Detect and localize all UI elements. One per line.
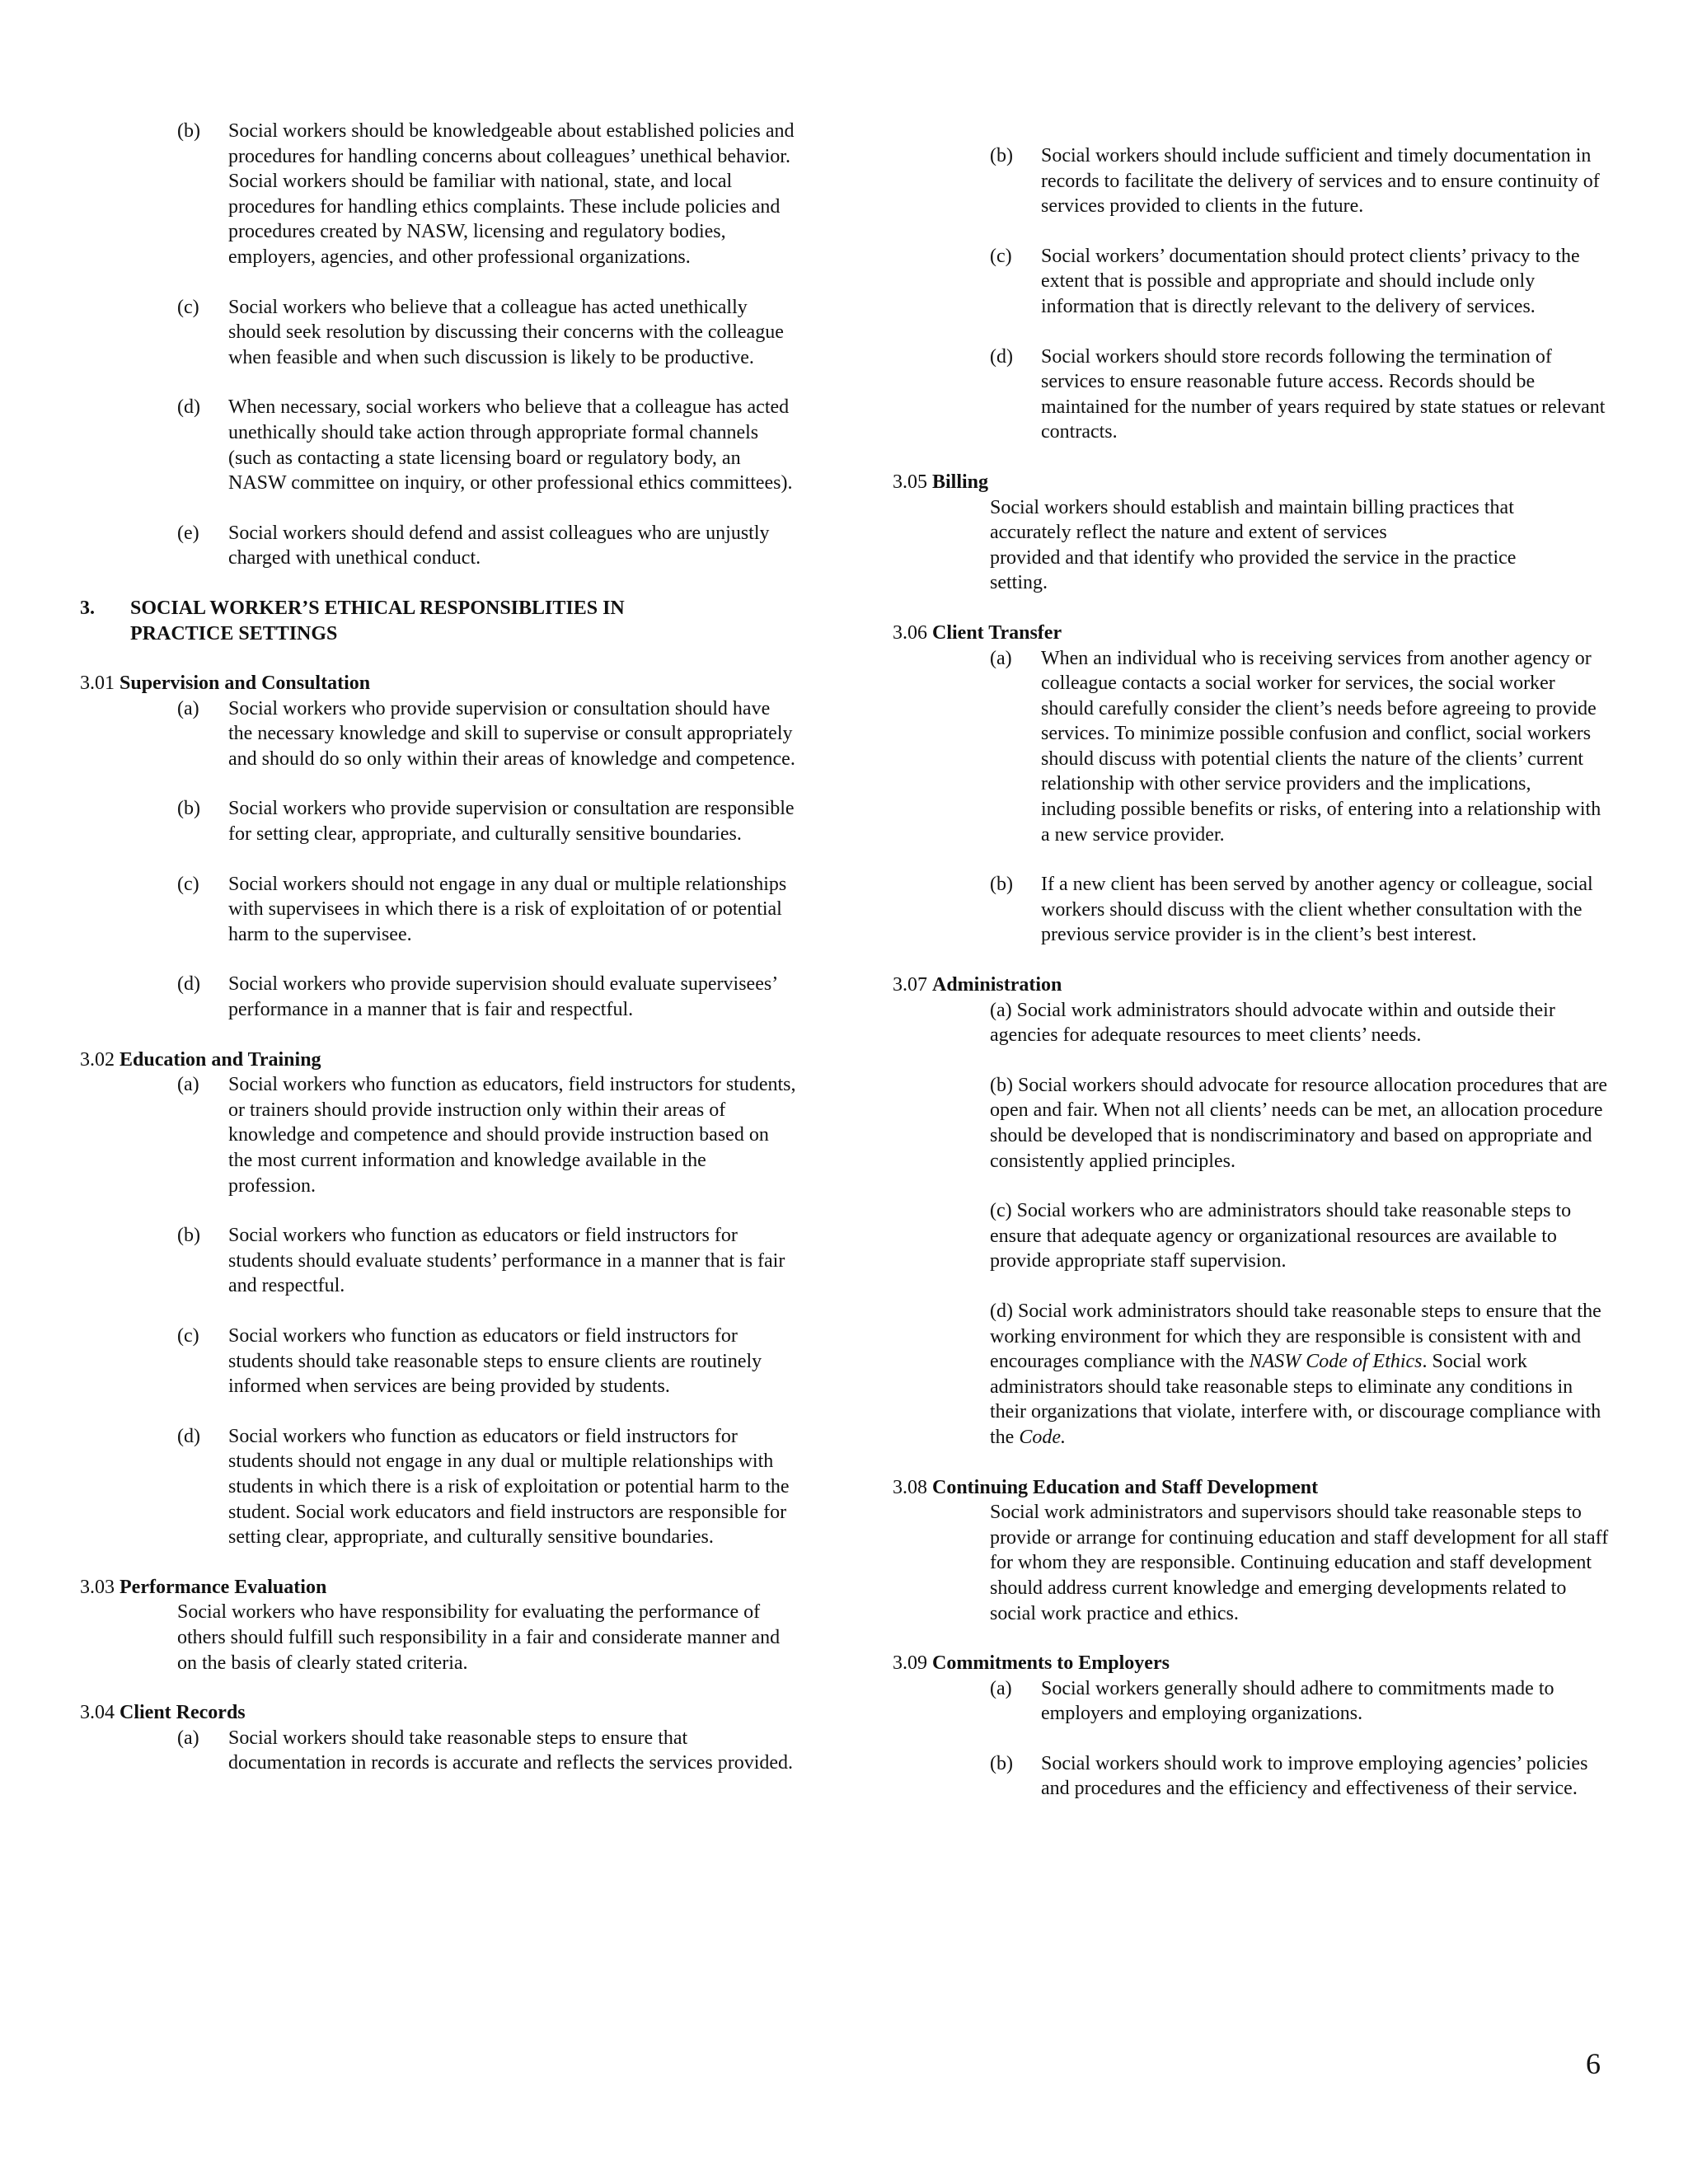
- list-item: (c) Social workers should not engage in any dual or multiple relationships with supervisees in which there is a risk of exploitation of or potential harm to the supervisee.: [177, 873, 787, 945]
- paragraph: (b) Social workers should advocate for resource allocation procedures that are open and fair. When not all clients’ needs can be met, an allocation procedure should be developed that is nondiscriminatory and based on appropriate and consistently applied principles.: [990, 1074, 1608, 1172]
- paragraph: (c) Social workers who are administrators should take reasonable steps to ensure that adequate agency or organizational resources are available to provide appropriate staff supervision.: [990, 1200, 1572, 1272]
- paragraph: Social workers who have responsibility for evaluating the performance of others should fulfill such responsibility in a fair and considerate manner and on the basis of clearly stated criteria.: [177, 1601, 781, 1674]
- paragraph: Social workers should establish and maintain billing practices that accurately reflect the nature and extent of services provided and that identify who provided the service in the practice setting.: [990, 496, 1517, 594]
- list-item: (d) When necessary, social workers who believe that a colleague has acted unethically should take action through appropriate formal channels (such as contacting a state licensing board or regulatory body, an NASW committee on inquiry, or other professional ethics committees).: [177, 396, 793, 494]
- list-item: (d) Social workers who function as educators or field instructors for students should not engage in any dual or multiple relationships with students in which there is a risk of exploitation or potential harm to the student. Social work educators and field instructors are responsible for setting clear, appropriate, and culturally sensitive boundaries.: [177, 1425, 790, 1549]
- list-item: (b) Social workers should be knowledgeable about established policies and procedures for handling concerns about colleagues’ unethical behavior. Social workers should be familiar with national, state, and local procedures for handling ethics complaints. These include policies and procedures created by NASW, licensing and regulatory bodies, employers, agencies, and other professional organizations.: [177, 120, 795, 268]
- list-item: (c) Social workers’ documentation should protect clients’ privacy to the extent that is possible and appropriate and should include only information that is directly relevant to the delivery of services.: [990, 245, 1580, 317]
- paragraph: (a) Social work administrators should advocate within and outside their agencies for adequate resources to meet clients’ needs.: [990, 999, 1555, 1047]
- list-item: (b) Social workers should include sufficient and timely documentation in records to facilitate the delivery of services and to ensure continuity of services provided to clients in the future.: [990, 145, 1600, 218]
- subsection-heading-3-05: 3.05 Billing: [893, 471, 989, 493]
- list-item: (c) Social workers who believe that a colleague has acted unethically should seek resolution by discussing their concerns with the colleague when feasible and when such discussion is likely to be productive.: [177, 296, 784, 368]
- list-item: (b) Social workers who provide supervision or consultation are responsible for setting clear, appropriate, and culturally sensitive boundaries.: [177, 798, 795, 846]
- list-item: (e) Social workers should defend and assist colleagues who are unjustly charged with unethical conduct.: [177, 522, 770, 569]
- subsection-heading-3-08: 3.08 Continuing Education and Staff Development: [893, 1476, 1319, 1498]
- list-item: (d) Social workers should store records following the termination of services to ensure reasonable future access. Records should be maintained for the number of years required by state statues or relevant contracts.: [990, 345, 1606, 443]
- subsection-heading-3-09: 3.09 Commitments to Employers: [893, 1652, 1170, 1675]
- page-number: 6: [1586, 2047, 1601, 2080]
- right-column: [893, 0, 1610, 1802]
- list-item: (d) Social workers who provide supervision should evaluate supervisees’ performance in a manner that is fair and respectful.: [177, 973, 777, 1021]
- section-heading-3: 3. SOCIAL WORKER’S ETHICAL RESPONSIBLITIES IN PRACTICE SETTINGS: [80, 597, 625, 644]
- list-item: (a) When an individual who is receiving services from another agency or colleague contacts a social worker for services, the social worker should carefully consider the client’s needs before agreeing to provide services. To minimize possible confusion and conflict, social workers should discuss with potential clients the nature of the clients’ current relationship with other service providers and the implications, including possible benefits or risks, of entering into a relationship with a new service provider.: [990, 647, 1601, 846]
- subsection-heading-3-04: 3.04 Client Records: [80, 1702, 246, 1724]
- subsection-heading-3-01: 3.01 Supervision and Consultation: [80, 673, 371, 695]
- list-item: (a) Social workers who provide supervision or consultation should have the necessary knowledge and skill to supervise or consult appropriately and should do so only within their areas of knowledge and competence.: [177, 697, 795, 770]
- list-item: (a) Social workers generally should adhere to commitments made to employers and employing organizations.: [990, 1677, 1554, 1725]
- list-item: (a) Social workers should take reasonable steps to ensure that documentation in records is accurate and reflects the services provided.: [177, 1727, 794, 1774]
- subsection-heading-3-07: 3.07 Administration: [893, 974, 1062, 996]
- subsection-heading-3-02: 3.02 Education and Training: [80, 1048, 321, 1071]
- left-column: [80, 0, 797, 1776]
- list-item: (c) Social workers who function as educators or field instructors for students should take reasonable steps to ensure clients are routinely informed when services are being provided by students.: [177, 1324, 762, 1398]
- list-item: (b) Social workers should work to improve employing agencies’ policies and procedures and the efficiency and effectiveness of their service.: [990, 1752, 1588, 1800]
- subsection-heading-3-03: 3.03 Performance Evaluation: [80, 1576, 327, 1598]
- list-item: (b) Social workers who function as educators or field instructors for students should evaluate students’ performance in a manner that is fair and respectful.: [177, 1225, 785, 1297]
- list-item: (a) Social workers who function as educators, field instructors for students, or trainers should provide instruction only within their areas of knowledge and competence and should provide instruction based on the most current information and knowledge available in the profession.: [177, 1074, 796, 1197]
- list-item: (b) If a new client has been served by another agency or colleague, social workers should discuss with the client whether consultation with the previous service provider is in the client’s best interest.: [990, 874, 1593, 946]
- paragraph: Social work administrators and supervisors should take reasonable steps to provide or arrange for continuing education and staff development for all staff for whom they are responsible. Continuing education and staff development should address current knowledge and emerging developments related to social work practice and ethics.: [990, 1502, 1609, 1624]
- paragraph: (d) Social work administrators should take reasonable steps to ensure that the working environment for which they are responsible is consistent with and encourages compliance with the NASW Code of Ethics. Social work administrators should take reasonable steps to eliminate any conditions in their organizations that violate, interfere with, or discourage compliance with the Code.: [990, 1300, 1601, 1448]
- subsection-heading-3-06: 3.06 Client Transfer: [893, 621, 1062, 644]
